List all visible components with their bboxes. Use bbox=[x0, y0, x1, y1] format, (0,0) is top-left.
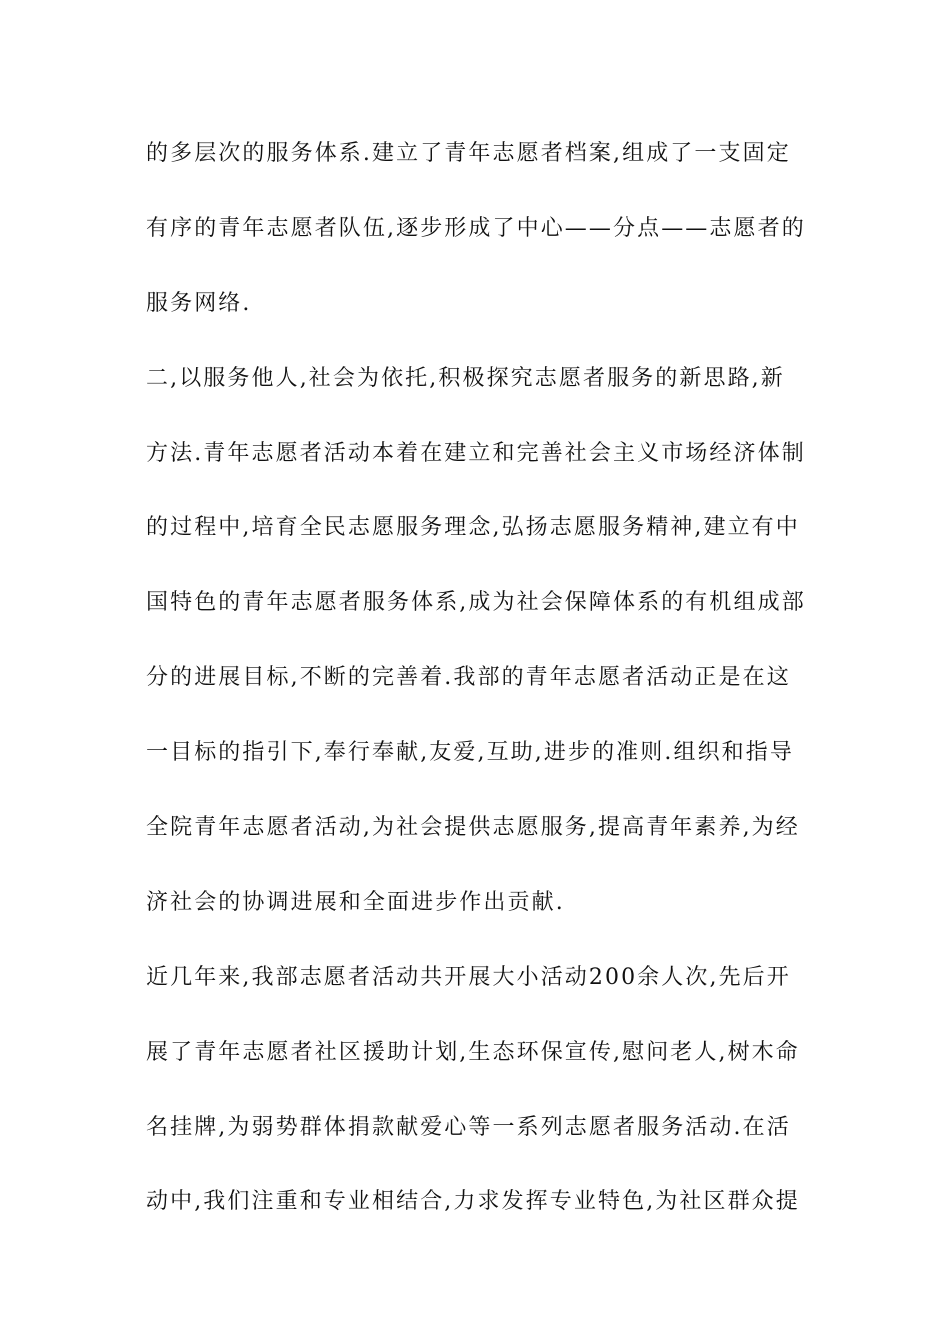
text-line: 近几年来,我部志愿者活动共开展大小活动200余人次,先后开 bbox=[146, 964, 791, 990]
text-line: 济社会的协调进展和全面进步作出贡献. bbox=[146, 889, 565, 915]
text-line: 动中,我们注重和专业相结合,力求发挥专业特色,为社区群众提 bbox=[146, 1189, 800, 1215]
text-line: 分的进展目标,不断的完善着.我部的青年志愿者活动正是在这 bbox=[146, 665, 791, 691]
text-line: 一目标的指引下,奉行奉献,友爱,互助,进步的准则.组织和指导 bbox=[146, 740, 794, 766]
text-line: 国特色的青年志愿者服务体系,成为社会保障体系的有机组成部 bbox=[146, 590, 806, 616]
text-line: 名挂牌,为弱势群体捐款献爱心等一系列志愿者服务活动.在活 bbox=[146, 1114, 791, 1140]
text-line: 方法.青年志愿者活动本着在建立和完善社会主义市场经济体制 bbox=[146, 440, 806, 466]
body-text bbox=[146, 128, 818, 1251]
text-line: 的多层次的服务体系.建立了青年志愿者档案,组成了一支固定 bbox=[146, 141, 791, 166]
text-line: 的过程中,培育全民志愿服务理念,弘扬志愿服务精神,建立有中 bbox=[146, 515, 800, 541]
text-line: 服务网络. bbox=[146, 290, 252, 316]
text-line: 展了青年志愿者社区援助计划,生态环保宣传,慰问老人,树木命 bbox=[146, 1039, 800, 1065]
text-line: 有序的青年志愿者队伍,逐步形成了中心——分点——志愿者的 bbox=[146, 215, 806, 241]
text-line: 二,以服务他人,社会为依托,积极探究志愿者服务的新思路,新 bbox=[146, 365, 785, 391]
text-line: 全院青年志愿者活动,为社会提供志愿服务,提高青年素养,为经 bbox=[146, 815, 800, 841]
